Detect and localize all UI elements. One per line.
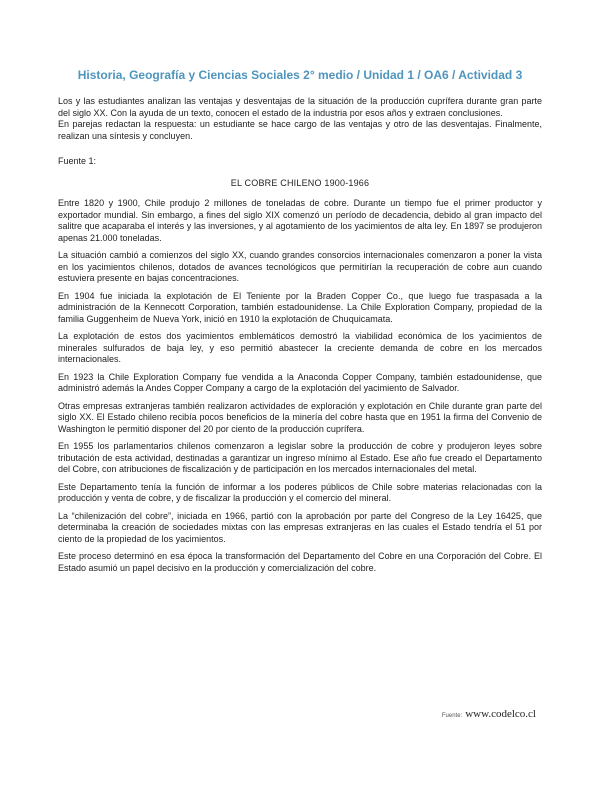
article-paragraph: En 1923 la Chile Exploration Company fue vendida a la Anaconda Copper Company, también estadounidense, que administró además la Andes Copper Company a cargo de la explotación del yacimiento de Salvador. xyxy=(58,371,542,393)
intro-paragraph: Los y las estudiantes analizan las ventajas y desventajas de la situación de la producción cuprífera durante gran parte del siglo XX. Con la ayuda de un texto, conocen el estado de la industria por esos años y extraen conclusiones. xyxy=(58,96,542,118)
article-paragraph: La “chilenización del cobre”, iniciada en 1966, partió con la aprobación por parte del Congreso de la Ley 16425, que determinaba la creación de sociedades mixtas con las empresas extranjeras en las cuales el Estado tendría el 51 por ciento de la propiedad de los yacimientos. xyxy=(58,510,542,544)
article-paragraph: La explotación de estos dos yacimientos emblemáticos demostró la viabilidad económica de los yacimientos de minerales sulfurados de baja ley, y eso permitió abastecer la creciente demanda de cobre en los mercados internacionales. xyxy=(58,331,542,364)
article-paragraph: En 1904 fue iniciada la explotación de El Teniente por la Braden Copper Co., que luego fue traspasada a la administración de la Kennecott Corporation, también estadounidense. La Chile Exploration Company, propiedad de la familia Guggenheim de Nueva York, inició en 1910 la explotación de Chuquicamata. xyxy=(58,290,542,324)
source-citation xyxy=(442,708,536,720)
intro-section xyxy=(58,96,542,142)
article-paragraph: Este Departamento tenía la función de informar a los poderes públicos de Chile sobre materias relacionadas con la producción y venta de cobre, y de fiscalizar la producción y el comercio del mineral. xyxy=(58,481,542,503)
article-paragraph: Entre 1820 y 1900, Chile produjo 2 millones de toneladas de cobre. Durante un tiempo fue el primer productor y exportador mundial. Sin embargo, a fines del siglo XIX comenzó un período de decadencia, debido al gran impacto del salitre que acaparaba el interés y las inversiones, y al agotamiento de los yacimientos de alta ley. En 1897 se produjeron apenas 21.000 toneladas. xyxy=(58,198,542,243)
article-paragraph: Este proceso determinó en esa época la transformación del Departamento del Cobre en una Corporación del Cobre. El Estado asumió un papel decisivo en la producción y comercialización del cobre. xyxy=(58,551,542,573)
article-paragraph: En 1955 los parlamentarios chilenos comenzaron a legislar sobre la producción de cobre y produjeron leyes sobre tributación de esta actividad, destinadas a garantizar un ingreso mínimo al Estado. Ese año fue creado el Departamento del Cobre, con atribuciones de fiscalización y de participación en los mercados internacionales del metal. xyxy=(58,441,542,474)
article-paragraph: La situación cambió a comienzos del siglo XX, cuando grandes consorcios internacionales comenzaron a poner la vista en los yacimientos chilenos, dotados de avances tecnológicos que permitirían la recuperación de cobre aun cuando estuviera presente en bajas concentraciones. xyxy=(58,250,542,283)
document-page xyxy=(58,68,542,580)
article-paragraph: Otras empresas extranjeras también realizaron actividades de exploración y explotación en Chile durante gran parte del siglo XX. El Estado chileno recibía pocos beneficios de la minería del cobre hasta que en 1951 la firma del Convenio de Washington le permitió disponer del 20 por ciento de la producción cuprífera. xyxy=(58,400,542,434)
section-title: EL COBRE CHILENO 1900-1966 xyxy=(230,178,370,188)
source-label: Fuente: xyxy=(441,713,463,719)
source-url: www.codelco.cl xyxy=(465,708,536,720)
intro-paragraph: En parejas redactan la respuesta: un estudiante se hace cargo de las ventajas y otro de las desventajas. Finalmente, realizan una síntesis y concluyen. xyxy=(58,119,542,141)
page-title: Historia, Geografía y Ciencias Sociales 2° medio / Unidad 1 / OA6 / Actividad 3 xyxy=(77,68,523,82)
article-body xyxy=(58,198,542,574)
fuente-label: Fuente 1: xyxy=(58,156,97,166)
